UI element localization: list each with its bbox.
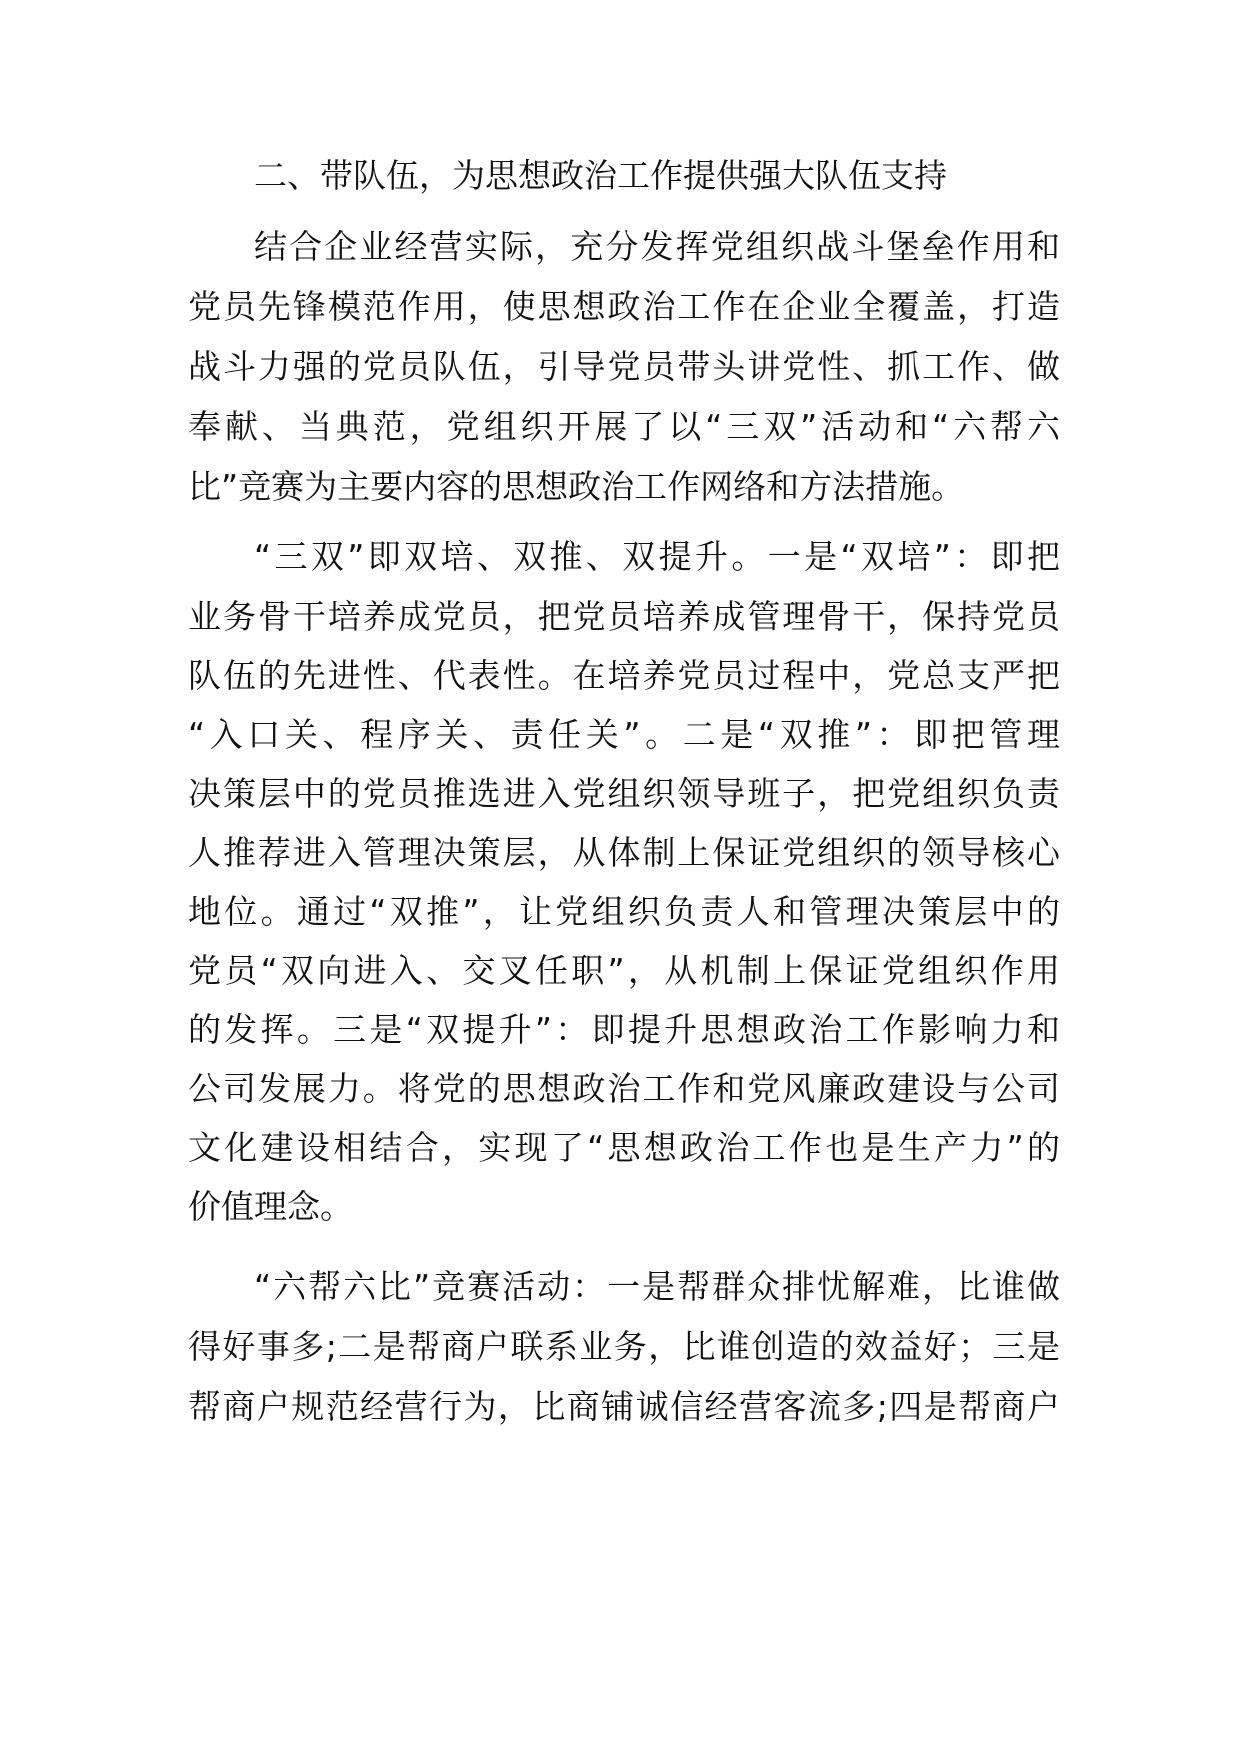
paragraph-line: 比”竞赛为主要内容的思想政治工作网络和方法措施。 (188, 467, 965, 506)
paragraph-line: 战斗力强的党员队伍，引导党员带头讲党性、抓工作、做 (188, 347, 1060, 386)
paragraph-line: “入口关、程序关、责任关”。二是“双推”：即把管理 (188, 715, 1060, 754)
paragraph-line: 党员先锋模范作用，使思想政治工作在企业全覆盖，打造 (188, 287, 1060, 326)
paragraph-line: 结合企业经营实际，充分发挥党组织战斗堡垒作用和 (254, 227, 1060, 266)
paragraph-line: 队伍的先进性、代表性。在培养党员过程中，党总支严把 (188, 656, 1060, 695)
paragraph-line: 党员“双向进入、交叉任职”，从机制上保证党组织作用 (188, 951, 1060, 990)
paragraph-line: “三双”即双培、双推、双提升。一是“双培”：即把 (254, 537, 1060, 576)
paragraph-line: 价值理念。 (188, 1187, 353, 1226)
section-heading: 二、带队伍，为思想政治工作提供强大队伍支持 (254, 156, 947, 195)
paragraph-line: 地位。通过“双推”，让党组织负责人和管理决策层中的 (188, 892, 1060, 931)
paragraph-line: 奉献、当典范，党组织开展了以“三双”活动和“六帮六 (188, 407, 1060, 446)
paragraph-line: “六帮六比”竞赛活动：一是帮群众排忧解难，比谁做 (254, 1267, 1060, 1306)
paragraph-line: 得好事多;二是帮商户联系业务，比谁创造的效益好；三是 (188, 1327, 1060, 1366)
paragraph-line: 业务骨干培养成党员，把党员培养成管理骨干，保持党员 (188, 597, 1060, 636)
paragraph-line: 文化建设相结合，实现了“思想政治工作也是生产力”的 (188, 1128, 1060, 1167)
paragraph-line: 帮商户规范经营行为，比商铺诚信经营客流多;四是帮商户 (188, 1387, 1060, 1426)
paragraph-line: 决策层中的党员推选进入党组织领导班子，把党组织负责 (188, 774, 1060, 813)
paragraph-line: 人推荐进入管理决策层，从体制上保证党组织的领导核心 (188, 833, 1060, 872)
paragraph-line: 公司发展力。将党的思想政治工作和党风廉政建设与公司 (188, 1069, 1060, 1108)
paragraph-line: 的发挥。三是“双提升”：即提升思想政治工作影响力和 (188, 1010, 1060, 1049)
